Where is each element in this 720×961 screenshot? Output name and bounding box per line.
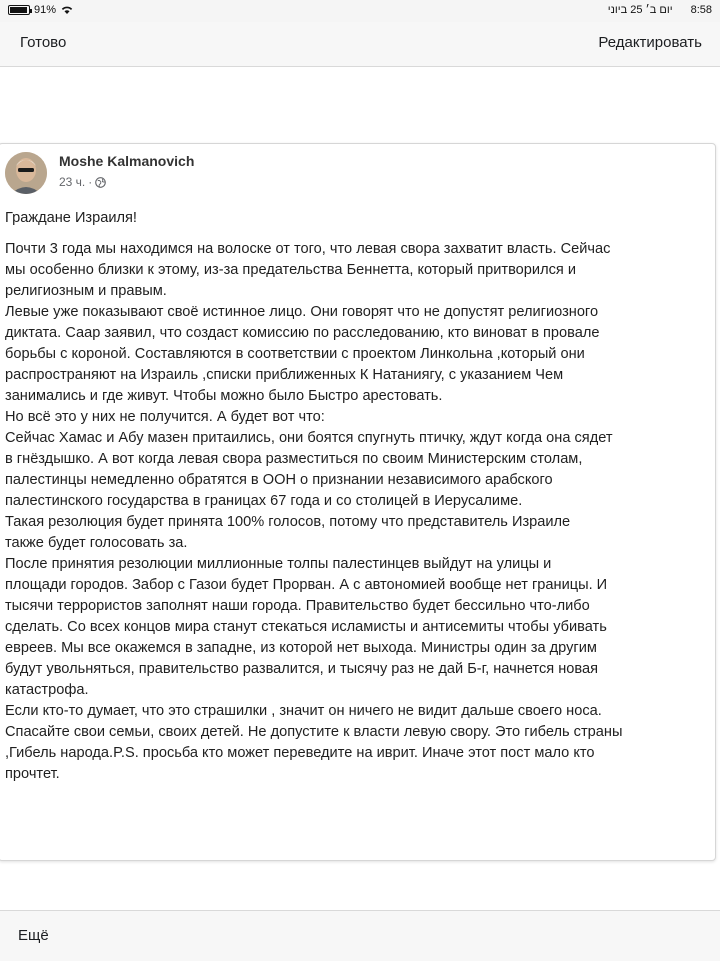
post-body [5,208,705,785]
post-time[interactable]: 23 ч. [59,175,86,189]
avatar-photo-icon [5,152,47,194]
post-text-line: площади городов. Забор с Газои будет Прорван. А с автономией вообще нет границы. И [5,577,608,593]
post-text-line: будут увольняться, правительство развалится, и тысячу раз не дай Б-г, начнется новая [5,661,598,677]
edit-button[interactable]: Редактировать [598,34,702,51]
post-text-line: также будет голосовать за. [5,535,188,551]
status-right [608,4,712,16]
nav-bar [0,22,720,67]
post-text-line: евреев. Мы все окажемся в западне, из которой нет выхода. Министры один за другим [5,640,597,656]
post-text-line: распространяют на Израиль ,списки приближенных К Натаниягу, с указанием Чем [5,367,564,383]
post-card [0,143,716,861]
post-greeting: Граждане Израиля! [5,210,137,226]
post-text-line: занимались и где живут. Чтобы можно было Быстро арестовать. [5,388,443,404]
battery-icon [8,5,30,15]
more-button[interactable]: Ещё [18,927,49,944]
done-button[interactable]: Готово [20,34,67,51]
post-text-line: ,Гибель народа.P.S. просьба кто может переведите на иврит. Иначе этот пост мало кто [5,745,595,761]
post-text-line: катастрофа. [5,682,89,698]
status-time: 8:58 [690,4,712,16]
post-meta [59,175,106,189]
post-text-line: Почти 3 года мы находимся на волоске от того, что левая свора захватит власть. Сейчас [5,241,611,257]
post-text-line: мы особенно близки к этому, из-за предательства Беннетта, который притворился и [5,262,576,278]
post-text-line: тысячи террористов заполнят наши города. Правительство будет бессильно что-либо [5,598,590,614]
post-text-line: в гнёздышко. А вот когда левая свора разместиться по своим Министерским столам, [5,451,583,467]
screenshot-content [0,67,720,910]
post-text-line: прочтет. [5,766,60,782]
status-date: יום ב׳ 25 ביוני [607,4,673,16]
post-text-line: Такая резолюция будет принята 100% голосов, потому что представитель Израиле [5,514,571,530]
post-text-line: диктата. Саар заявил, что создаст комиссию по расследованию, кто виноват в провале [5,325,600,341]
globe-icon [95,177,106,188]
post-text-line: палестинцы немедленно обратятся в ООН о признании независимого арабского [5,472,553,488]
post-author[interactable]: Moshe Kalmanovich [59,153,195,169]
post-text-line: палестинского государства в границах 67 года и со столицей в Иерусалиме. [5,493,523,509]
post-text-line: сделать. Со всех концов мира станут стекаться исламисты и антисемиты чтобы убивать [5,619,607,635]
status-bar [0,0,720,22]
post-text-line: Но всё это у них не получится. А будет вот что: [5,409,325,425]
wifi-icon [60,5,74,15]
status-left [8,4,74,16]
post-text [5,239,705,785]
post-text-line: Сейчас Хамас и Абу мазен притаились, они боятся спугнуть птичку, ждут когда она сядет [5,430,613,446]
bottom-bar [0,910,720,961]
post-text-line: Если кто-то думает, что это страшилки , значит он ничего не видит дальше своего носа. [5,703,602,719]
avatar[interactable] [5,152,47,194]
post-text-line: После принятия резолюции миллионные толпы палестинцев выйдут на улицы и [5,556,552,572]
battery-percent: 91% [34,4,57,16]
post-text-line: борьбы с короной. Составляются в соответствии с проектом Линкольна ,который они [5,346,585,362]
post-text-line: Спасайте свои семьи, своих детей. Не допустите к власти левую свору. Это гибель страны [5,724,623,740]
post-text-line: Левые уже показывают своё истинное лицо. Они говорят что не допустят религиозного [5,304,599,320]
post-text-line: религиозным и правым. [5,283,167,299]
meta-separator: · [88,175,93,189]
